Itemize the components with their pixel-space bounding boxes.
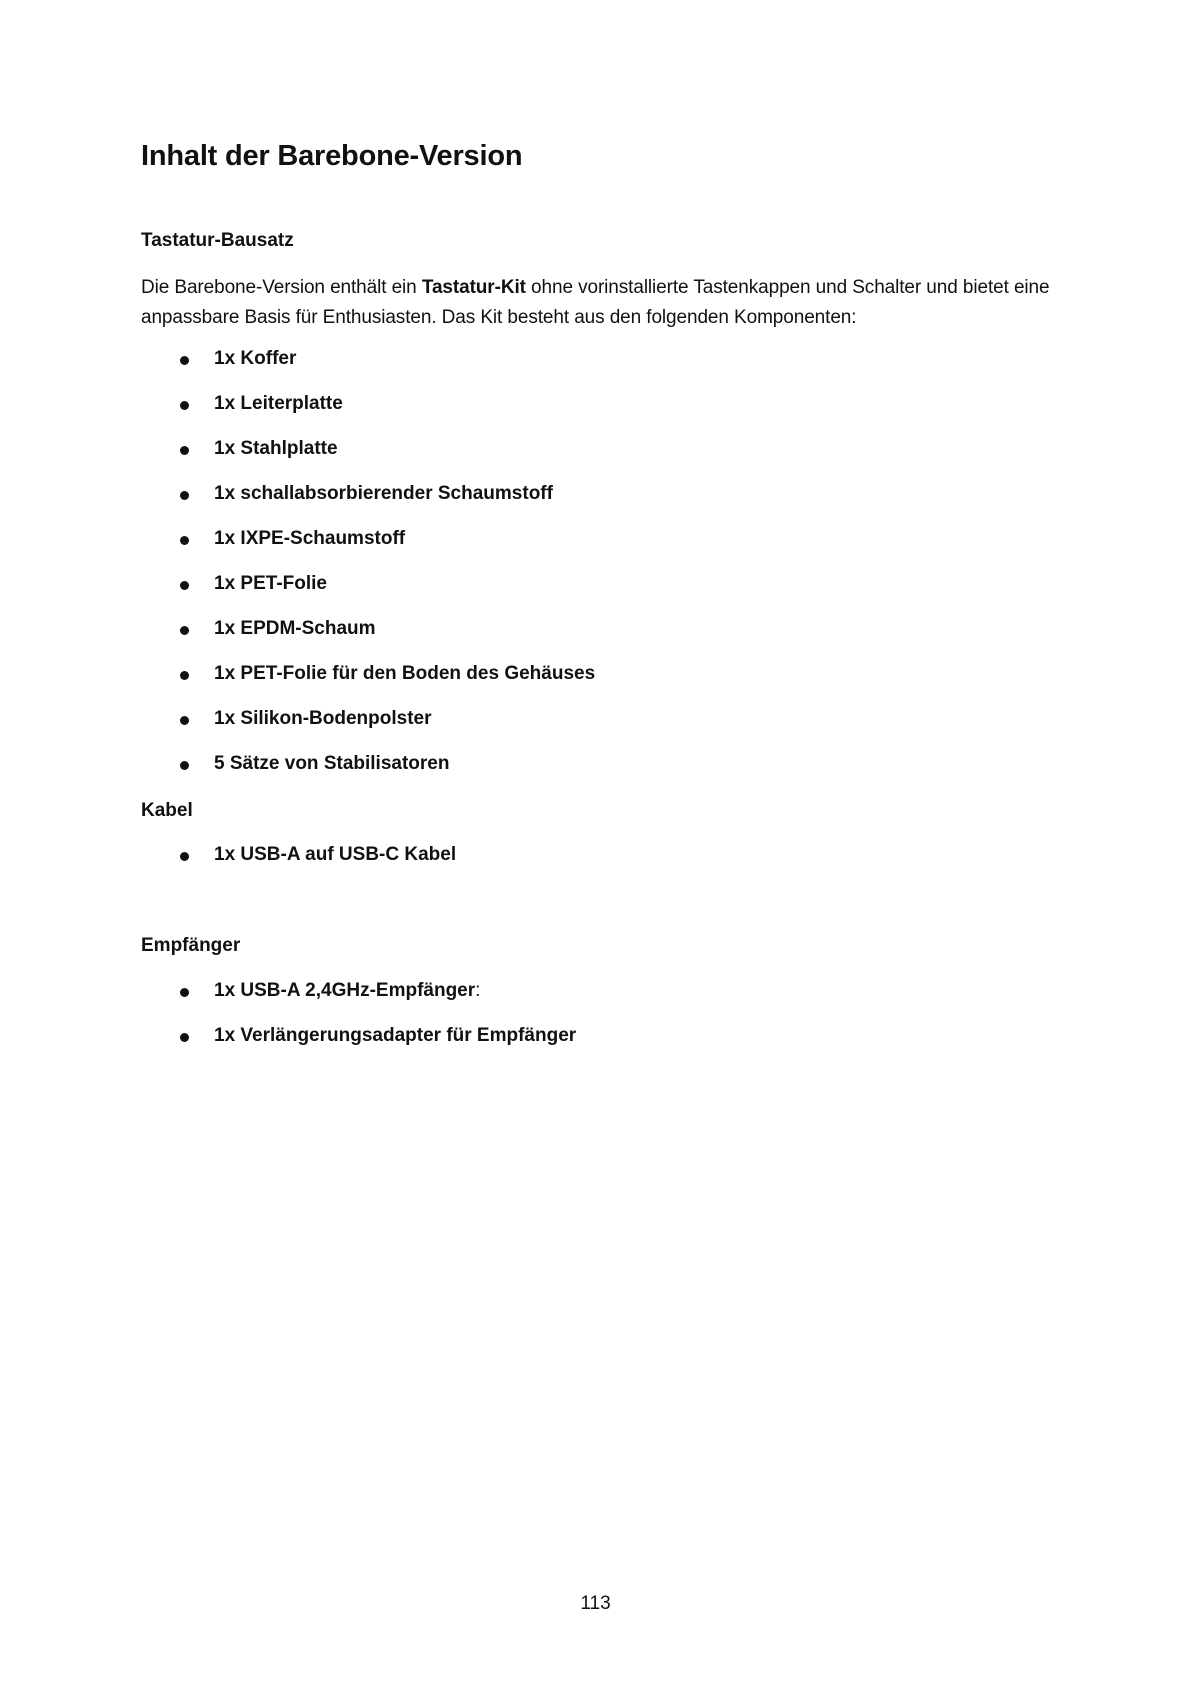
bullet-icon xyxy=(180,988,189,997)
bullet-icon xyxy=(180,1033,189,1042)
bullet-icon xyxy=(180,671,189,680)
bullet-icon xyxy=(180,491,189,500)
list-item xyxy=(0,618,1191,646)
list-item xyxy=(0,348,1191,376)
page-number: 113 xyxy=(580,1593,611,1614)
bullet-icon xyxy=(180,446,189,455)
list-item-label-text: 1x USB-A 2,4GHz-Empfänger xyxy=(214,980,476,1001)
bullet-icon xyxy=(180,852,189,861)
list-item xyxy=(0,663,1191,691)
section-title-receiver: Empfänger xyxy=(141,935,241,956)
list-item-label: 5 Sätze von Stabilisatoren xyxy=(214,753,450,774)
list-item-label: 1x EPDM-Schaum xyxy=(214,618,376,639)
list-item-label: 1x Silikon-Bodenpolster xyxy=(214,708,432,729)
list-item xyxy=(0,438,1191,466)
intro-paragraph xyxy=(141,273,1071,333)
section-title-keyboard: Tastatur-Bausatz xyxy=(141,230,294,251)
list-item xyxy=(0,483,1191,511)
list-item-label: 1x Koffer xyxy=(214,348,297,369)
page-title: Inhalt der Barebone-Version xyxy=(141,140,523,172)
list-item xyxy=(0,844,1191,872)
list-item-label: 1x Verlängerungsadapter für Empfänger xyxy=(214,1025,577,1046)
section-title-cable: Kabel xyxy=(141,800,193,821)
list-item-label: 1x IXPE-Schaumstoff xyxy=(214,528,406,549)
list-item-suffix: : xyxy=(475,980,481,1001)
list-item-label: 1x Stahlplatte xyxy=(214,438,338,459)
list-item xyxy=(0,980,1191,1008)
list-item-label xyxy=(214,980,480,1002)
bullet-icon xyxy=(180,581,189,590)
bullet-icon xyxy=(180,356,189,365)
list-item xyxy=(0,753,1191,781)
list-item xyxy=(0,393,1191,421)
list-item xyxy=(0,528,1191,556)
list-item-label: 1x Leiterplatte xyxy=(214,393,343,414)
bullet-icon xyxy=(180,761,189,770)
list-item xyxy=(0,1025,1191,1053)
intro-text-start: Die Barebone-Version enthält ein xyxy=(141,277,422,298)
list-item-label: 1x USB-A auf USB-C Kabel xyxy=(214,844,457,865)
list-item-label: 1x PET-Folie xyxy=(214,573,327,594)
list-item xyxy=(0,708,1191,736)
intro-text-bold: Tastatur-Kit xyxy=(421,277,526,298)
list-item xyxy=(0,573,1191,601)
bullet-icon xyxy=(180,536,189,545)
list-item-label: 1x schallabsorbierender Schaumstoff xyxy=(214,483,553,504)
bullet-icon xyxy=(180,716,189,725)
list-item-label: 1x PET-Folie für den Boden des Gehäuses xyxy=(214,663,596,684)
intro-text-end: ohne vorinstallierte Tastenkappen und Schalter und bietet eine anpassbare Basis für Enthusiasten. Das Kit besteht aus den folgenden Komponenten: xyxy=(141,277,1050,328)
bullet-icon xyxy=(180,401,189,410)
bullet-icon xyxy=(180,626,189,635)
